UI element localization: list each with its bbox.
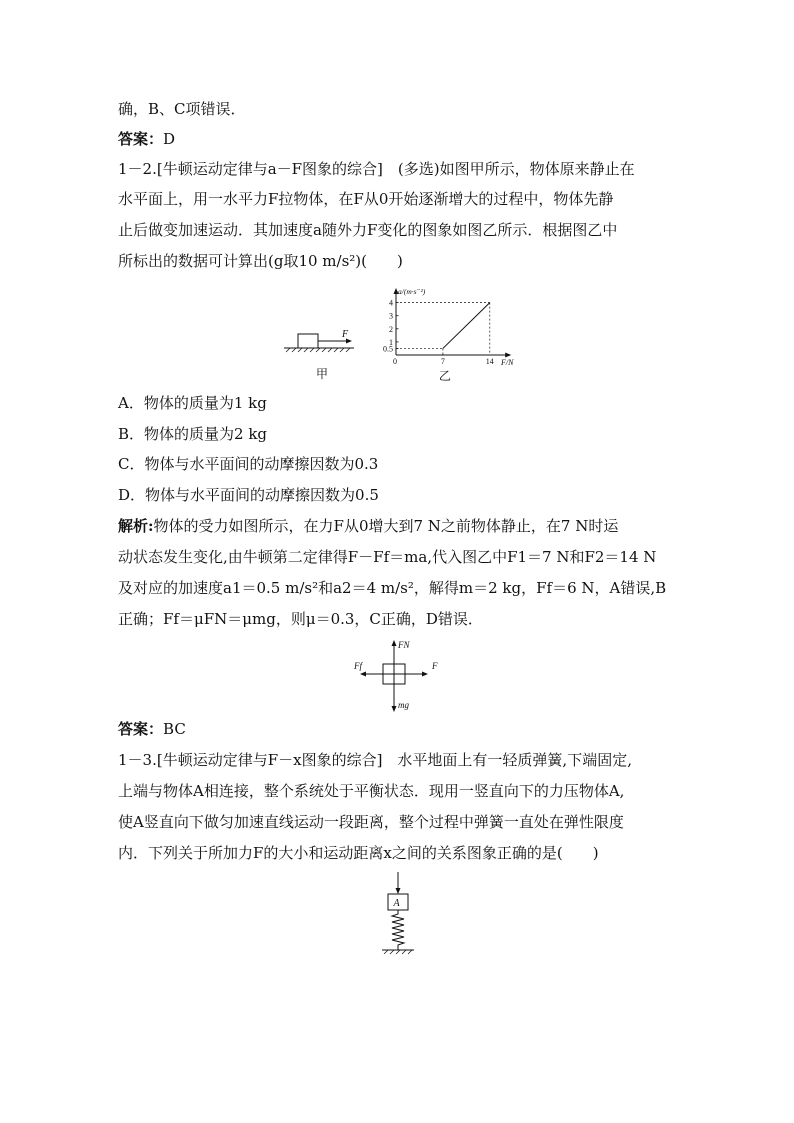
option-d: D．物体与水平面间的动摩擦因数为0.5 xyxy=(118,486,379,504)
x-axis-arrow xyxy=(505,353,511,358)
block-a-label: A xyxy=(393,898,400,909)
option-c: C．物体与水平面间的动摩擦因数为0.3 xyxy=(118,455,379,473)
caption-yi: 乙 xyxy=(438,369,451,383)
analysis-line-3: 及对应的加速度a1＝0.5 m/s²和a2＝4 m/s²，解得m＝2 kg，Ff＝6 N，A错误,B xyxy=(118,579,667,597)
series-line xyxy=(443,303,490,349)
label-fn: FN xyxy=(398,640,410,650)
arrow-up xyxy=(392,640,397,646)
q13-line-1: 1－3.[牛顿运动定律与F－x图象的综合] 水平地面上有一轻质弹簧,下端固定, xyxy=(118,751,632,769)
spring-figure xyxy=(378,870,418,958)
q13-line-3: 使A竖直向下做匀加速直线运动一段距离，整个过程中弹簧一直处在弹性限度 xyxy=(118,813,624,831)
q12-line-3: 止后做变加速运动．其加速度a随外力F变化的图象如图乙所示．根据图乙中 xyxy=(118,221,618,239)
force-label: F xyxy=(342,329,349,340)
y-tick-label: 3 xyxy=(389,311,393,321)
spring-coil xyxy=(392,910,404,950)
force-diagram xyxy=(348,638,448,714)
arrow-right xyxy=(422,672,428,677)
figure-yi-chart xyxy=(370,283,520,383)
analysis-line-4: 正确；Ff＝μFN＝μmg，则μ＝0.3，C正确，D错误． xyxy=(118,610,483,628)
ground-hatch xyxy=(286,348,350,352)
label-f: F xyxy=(432,661,438,671)
label-mg: mg xyxy=(398,700,409,710)
option-a: A．物体的质量为1 kg xyxy=(118,394,267,412)
y-tick-label: 0.5 xyxy=(383,344,393,354)
q13-line-4: 内．下列关于所加力F的大小和运动距离x之间的关系图象正确的是( ) xyxy=(118,844,599,862)
line-0: 确，B、C项错误． xyxy=(118,100,246,118)
q12-line-1: 1－2.[牛顿运动定律与a－F图象的综合] (多选)如图甲所示，物体原来静止在 xyxy=(118,160,635,178)
press-arrow-head xyxy=(396,888,401,894)
option-b: B．物体的质量为2 kg xyxy=(118,425,268,443)
analysis-line-2: 动状态发生变化,由牛顿第二定律得F－Ff＝ma,代入图乙中F1＝7 N和F2＝14 N xyxy=(118,548,657,566)
x-tick-label: 0 xyxy=(393,357,397,366)
q13-line-2: 上端与物体A相连接，整个系统处于平衡状态．现用一竖直向下的力压物体A, xyxy=(118,782,625,800)
arrow-left xyxy=(360,672,366,677)
figure-jia xyxy=(282,326,362,382)
answer-1: 答案：D xyxy=(118,130,176,148)
analysis-line-1: 解析:物体的受力如图所示，在力F从0增大到7 N之前物体静止，在7 N时运 xyxy=(118,517,619,535)
caption-jia: 甲 xyxy=(316,367,329,381)
q12-line-4: 所标出的数据可计算出(g取10 m/s²)( ) xyxy=(118,252,403,270)
x-tick-label: 14 xyxy=(485,357,494,366)
x-tick-label: 7 xyxy=(440,357,445,366)
x-axis-label: F/N xyxy=(500,358,514,367)
y-tick-label: 4 xyxy=(389,298,393,308)
answer-2: 答案：BC xyxy=(118,720,186,738)
y-tick-label: 2 xyxy=(389,324,393,334)
label-ff: Ff xyxy=(354,661,362,671)
ground-hatch-spring xyxy=(384,950,412,954)
block xyxy=(298,334,318,348)
arrow-down xyxy=(392,706,397,712)
y-tick-label: 1 xyxy=(389,337,393,347)
y-axis-label: a/(m·s⁻²) xyxy=(398,287,426,297)
q12-line-2: 水平面上，用一水平力F拉物体，在F从0开始逐渐增大的过程中，物体先静 xyxy=(118,190,614,208)
